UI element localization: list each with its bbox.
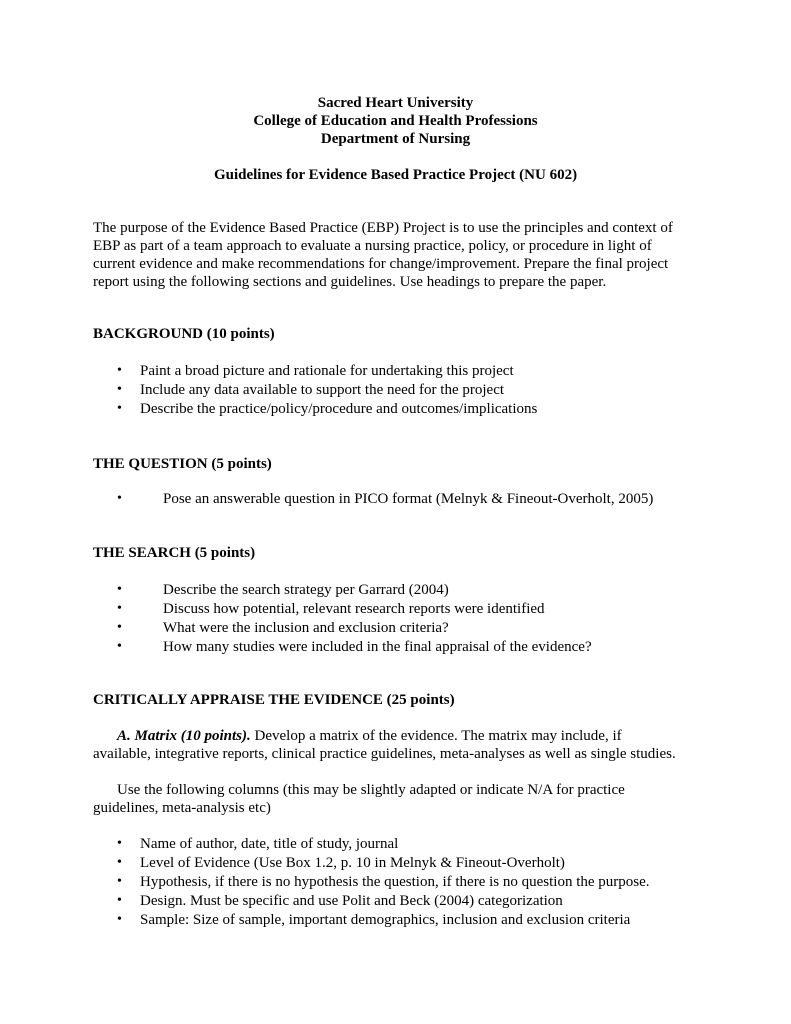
intro-line-3: current evidence and make recommendations for change/improvement. Prepare the final project — [93, 256, 669, 272]
matrix-label: A. Matrix (10 points). — [117, 728, 251, 744]
bullet-icon: • — [117, 601, 122, 616]
columns-line-1: Use the following columns (this may be slightly adapted or indicate N/A for practice — [117, 782, 625, 798]
columns-line-2: guidelines, meta-analysis etc) — [93, 800, 271, 816]
matrix-description: Develop a matrix of the evidence. The matrix may include, if — [250, 728, 622, 744]
intro-line-4: report using the following sections and guidelines. Use headings to prepare the paper. — [93, 274, 607, 290]
list-item: Design. Must be specific and use Polit and Beck (2004) categorization — [140, 893, 563, 909]
college-name: College of Education and Health Professions — [253, 113, 538, 129]
list-item: Describe the practice/policy/procedure and outcomes/implications — [140, 401, 538, 417]
university-name: Sacred Heart University — [317, 95, 474, 111]
list-item: Pose an answerable question in PICO format (Melnyk & Fineout-Overholt, 2005) — [163, 491, 654, 507]
list-item: Describe the search strategy per Garrard (2004) — [163, 582, 449, 598]
list-item: Name of author, date, title of study, journal — [140, 836, 399, 852]
list-item: Hypothesis, if there is no hypothesis the question, if there is no question the purpose. — [140, 874, 650, 890]
intro-line-2: EBP as part of a team approach to evaluate a nursing practice, policy, or procedure in light of — [93, 238, 652, 254]
section-heading-search: THE SEARCH (5 points) — [93, 545, 256, 561]
list-item: Discuss how potential, relevant research reports were identified — [163, 601, 545, 617]
list-item: What were the inclusion and exclusion criteria? — [163, 620, 449, 636]
bullet-icon: • — [117, 912, 122, 927]
bullet-icon: • — [117, 401, 122, 416]
list-item: How many studies were included in the final appraisal of the evidence? — [163, 639, 592, 655]
list-item: Sample: Size of sample, important demographics, inclusion and exclusion criteria — [140, 912, 631, 928]
bullet-icon: • — [117, 491, 122, 506]
list-item: Level of Evidence (Use Box 1.2, p. 10 in Melnyk & Fineout-Overholt) — [140, 855, 565, 871]
bullet-icon: • — [117, 639, 122, 654]
section-heading-appraise: CRITICALLY APPRAISE THE EVIDENCE (25 points) — [93, 692, 455, 708]
bullet-icon: • — [117, 855, 122, 870]
bullet-icon: • — [117, 363, 122, 378]
list-item: Include any data available to support the need for the project — [140, 382, 505, 398]
document-title: Guidelines for Evidence Based Practice Project (NU 602) — [213, 167, 578, 183]
bullet-icon: • — [117, 874, 122, 889]
bullet-icon: • — [117, 382, 122, 397]
matrix-line-2: available, integrative reports, clinical practice guidelines, meta-analyses as well as single studies. — [93, 746, 676, 762]
bullet-icon: • — [117, 582, 122, 597]
department-name: Department of Nursing — [320, 131, 471, 147]
section-heading-background: BACKGROUND (10 points) — [93, 326, 275, 342]
section-heading-question: THE QUESTION (5 points) — [93, 456, 272, 472]
bullet-icon: • — [117, 620, 122, 635]
matrix-line-1 — [117, 727, 757, 745]
bullet-icon: • — [117, 893, 122, 908]
list-item: Paint a broad picture and rationale for undertaking this project — [140, 363, 514, 379]
intro-line-1: The purpose of the Evidence Based Practice (EBP) Project is to use the principles and context of — [93, 220, 673, 236]
bullet-icon: • — [117, 836, 122, 851]
